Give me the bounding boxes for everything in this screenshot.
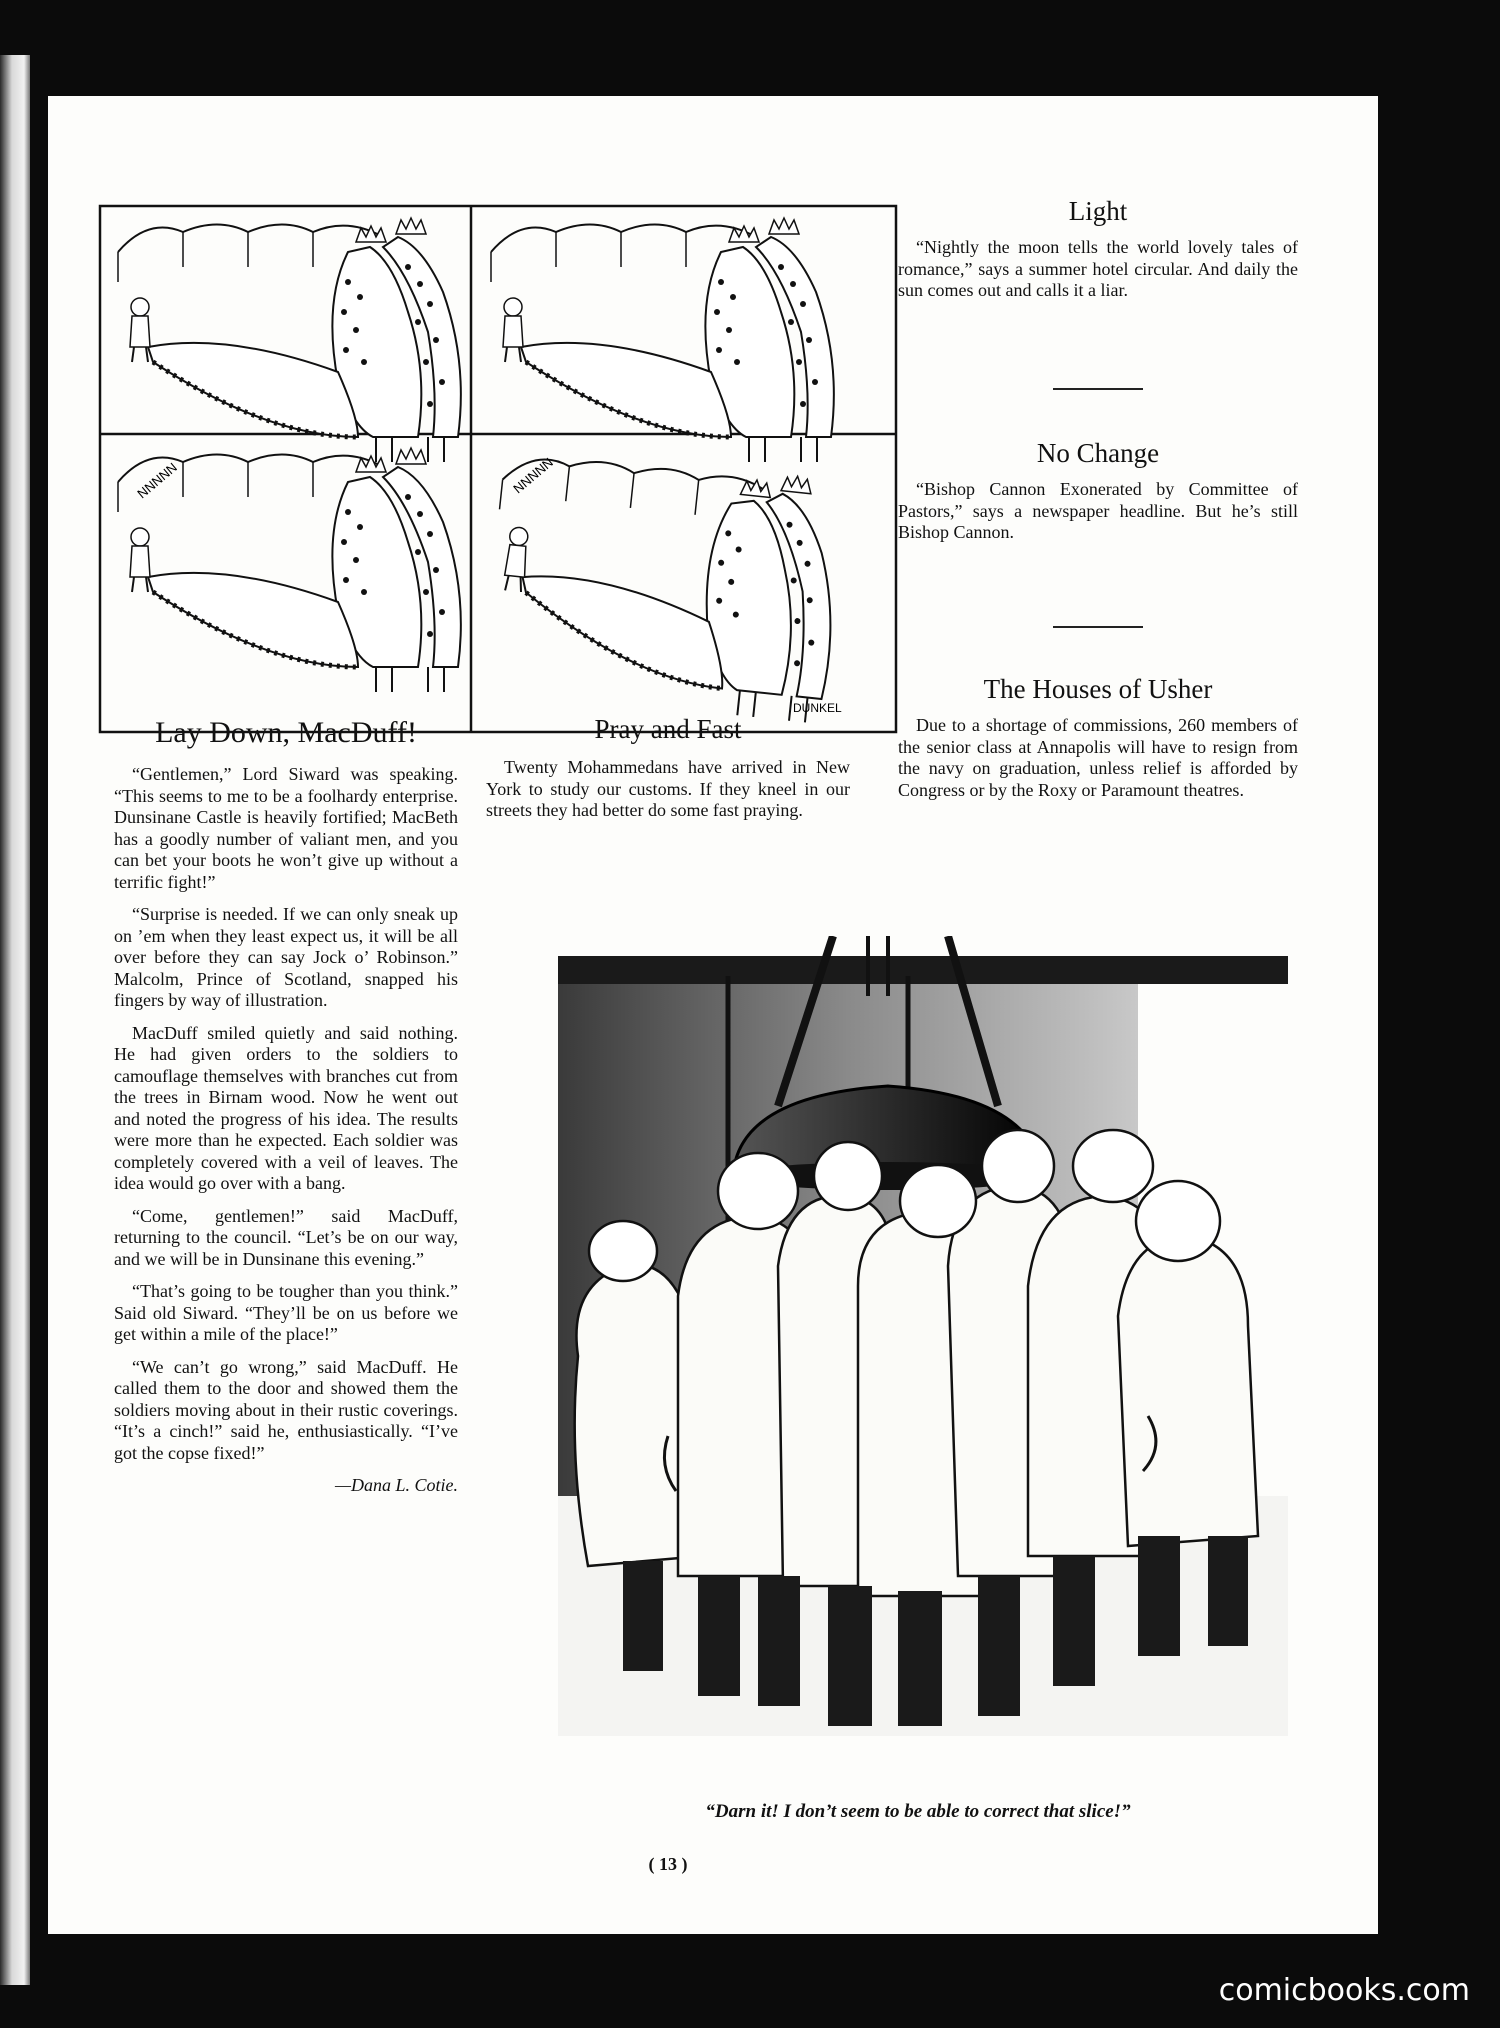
article-no-change — [898, 438, 1298, 544]
article-body: Due to a shortage of commissions, 260 members of the senior class at Annapolis will have to resign from the navy on graduation, unless relief is afforded by Congress or by the Roxy or Paramount theatres. — [898, 715, 1298, 800]
article-title: Pray and Fast — [594, 714, 742, 744]
byline: —Dana L. Cotie. — [334, 1475, 458, 1495]
article-paragraph: “Gentlemen,” Lord Siward was speaking. “This seems to me to be a foolhardy enterprise. Dunsinane Castle is heavily fortified; MacBeth has a goodly number of valiant men, and you can bet your boots he won’t give up without a terrific fight!” — [114, 764, 458, 892]
article-light — [898, 196, 1298, 302]
article-paragraph: “We can’t go wrong,” said MacDuff. He called them to the door and showed them the soldiers moving about in their rustic coverings. “It’s a cinch!” said he, enthusiastically. “I’ve got the copse fixed!” — [114, 1356, 458, 1463]
article-body: Twenty Mohammedans have arrived in New York to study our customs. If they kneel in our streets they had better do some fast praying. — [486, 757, 850, 820]
adjacent-page-edge — [0, 55, 30, 1985]
magazine-page — [48, 96, 1378, 1934]
surgeons-illustration — [528, 936, 1308, 1766]
article-title: Light — [1068, 196, 1128, 226]
article-paragraph: “That’s going to be tougher than you think.” Said old Siward. “They’ll be on us before we get within a mile of the place!” — [114, 1281, 458, 1344]
snore-text: NNNNN — [134, 459, 180, 502]
article-paragraph: “Come, gentlemen!” said MacDuff, returning to the council. “Let’s be on our way, and we will be in Dunsinane this evening.” — [114, 1205, 458, 1269]
illustration-caption: “Darn it! I don’t seem to be able to correct that slice!” — [705, 1801, 1131, 1822]
article-paragraph: “Surprise is needed. If we can only sneak up on ’em when they least expect us, it will be all over before they can say Jock o’ Robinson.” Malcolm, Prince of Scotland, snapped his fingers by way of illustration. — [114, 904, 458, 1010]
article-title: The Houses of Usher — [983, 674, 1213, 704]
article-body: “Bishop Cannon Exonerated by Committee of Pastors,” says a newspaper headline. But he’s still Bishop Cannon. — [898, 479, 1298, 542]
article-houses-of-usher — [898, 674, 1298, 801]
section-divider — [1053, 626, 1143, 628]
article-paragraph: MacDuff smiled quietly and said nothing. He had given orders to the soldiers to camouflage themselves with branches cut from the trees in Birnam wood. Now he went out and noted the progress of his idea. The results were more than he expected. Each soldier was completely covered with a veil of leaves. The idea would go over with a bang. — [114, 1022, 458, 1193]
article-title: Lay Down, MacDuff! — [155, 716, 417, 749]
artist-signature: DUNKEL — [793, 701, 842, 715]
comic-strip-drawing — [98, 204, 898, 734]
snore-text: NNNNN — [510, 454, 556, 497]
page-number: ( 13 ) — [648, 1854, 688, 1874]
article-body: “Nightly the moon tells the world lovely tales of romance,” says a summer hotel circular. And daily the sun comes out and calls it a liar. — [898, 237, 1298, 300]
illustration-drawing — [528, 936, 1308, 1766]
article-body — [114, 764, 458, 1464]
comic-strip — [98, 204, 898, 734]
article-title: No Change — [1036, 438, 1160, 468]
article-macduff — [114, 716, 458, 1496]
section-divider — [1053, 388, 1143, 390]
article-pray-and-fast — [486, 714, 850, 822]
site-watermark: comicbooks.com — [1218, 1973, 1470, 2008]
